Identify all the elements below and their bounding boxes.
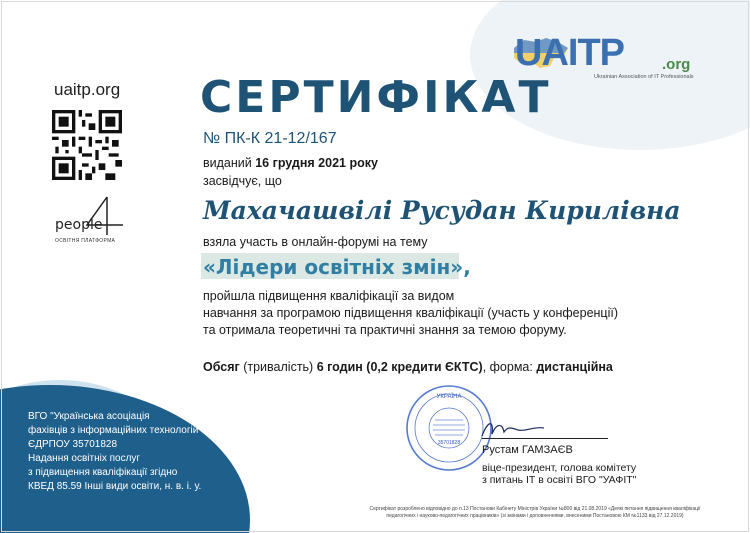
issued-date: 16 грудня 2021 року	[255, 156, 378, 170]
site-url[interactable]: uaitp.org	[54, 80, 121, 99]
qr-code-icon	[52, 110, 122, 180]
signature-line	[482, 438, 608, 439]
signer-role-line: віце-президент, голова комітету	[482, 462, 637, 474]
partner-logo	[55, 195, 125, 250]
certificate-title: СЕРТИФІКАТ	[200, 72, 552, 123]
issued-label: виданий	[203, 156, 252, 170]
issued-line	[203, 156, 378, 170]
stamp-code: 35701828	[437, 440, 461, 446]
qualification-line: та отримала теоретичні та практичні знання за темою форуму.	[203, 323, 567, 337]
certifies-text: засвідчує, що	[203, 174, 282, 188]
qualification-line: пройшла підвищення кваліфікації за видом	[203, 289, 455, 303]
signer-role-line: з питань ІТ в освіті ВГО "УАФІТ"	[482, 474, 637, 486]
footnote-line: Сертифікат розроблено відповідно до п.13 Постанови Кабінету Міністрів України №800 від 21.08.2019 «Деякі питання підвищення кваліфікації	[369, 506, 701, 512]
qualification-text	[203, 288, 723, 339]
form-value: дистанційна	[536, 360, 613, 374]
signer-name: Рустам ГАМЗАЄВ	[482, 444, 573, 456]
partner-subtitle: ОСВІТНЯ ПЛАТФОРМА	[55, 238, 116, 244]
logo-org-text: .org	[662, 56, 691, 73]
forum-topic: «Лідери освітніх змін»,	[203, 255, 471, 279]
organization-line: ЄДРПОУ 35701828	[28, 439, 117, 450]
organization-line: КВЕД 85.59 Інші види освіти, н. в. і. у.	[28, 481, 202, 492]
organization-line: ВГО "Українська асоціація	[28, 411, 150, 422]
recipient-name: Махачашвілі Русудан Кирилівна	[203, 196, 681, 225]
organization-line: Надання освітніх послуг	[28, 453, 141, 464]
stamp-country: УКРАЇНА	[436, 394, 462, 400]
organization-line: з підвищення кваліфікації згідно	[28, 467, 178, 478]
volume-label: Обсяг	[203, 360, 240, 374]
form-label: , форма:	[482, 360, 533, 374]
footnote-line: педагогічних і науково-педагогічних працівників» (зі змінами і доповненнями, внесеними Постановою КМ №1133 від 27.12.2019)	[386, 513, 684, 519]
took-part-text: взяла участь в онлайн-форумі на тему	[203, 235, 428, 249]
partner-name: people	[55, 217, 103, 233]
legal-footnote	[330, 506, 740, 520]
certificate-number: № ПК-К 21-12/167	[203, 130, 337, 147]
logo-association-text: Ukrainian Association of IT Professionals	[594, 74, 694, 80]
volume-paren: (тривалість)	[243, 360, 314, 374]
volume-line	[203, 360, 613, 374]
signer-role	[482, 462, 642, 486]
organization-line: фахівців з інформаційних технологій"	[28, 425, 202, 436]
qualification-line: навчання за програмою підвищення кваліфікації (участь у конференції)	[203, 306, 619, 320]
volume-value: 6 годин (0,2 кредити ЄКТС)	[316, 360, 483, 374]
organization-details	[28, 410, 238, 494]
logo-main-text: UAITP	[515, 32, 624, 74]
